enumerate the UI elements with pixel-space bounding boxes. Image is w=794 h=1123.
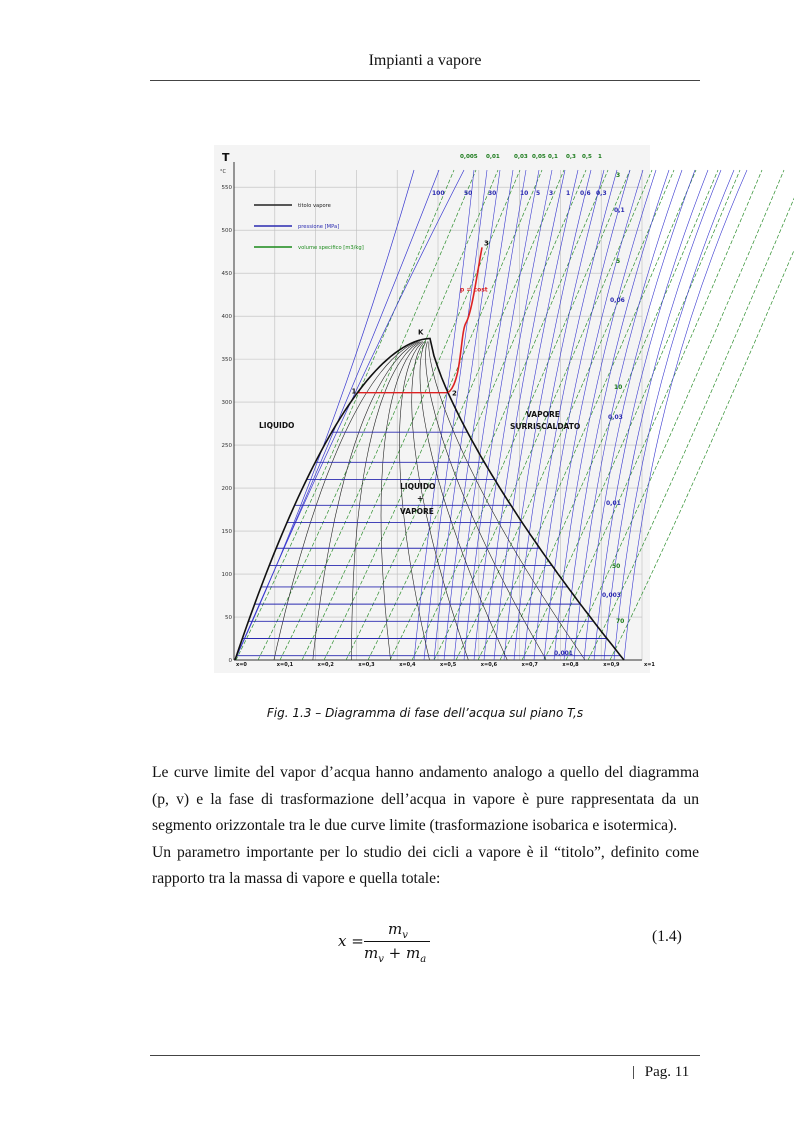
chart-background <box>214 145 650 673</box>
cycle-point-label: 2 <box>452 389 457 398</box>
quality-label: x=0,5 <box>440 662 457 668</box>
right-edge-label: 0,001 <box>554 650 573 657</box>
figure-caption: Fig. 1.3 – Diagramma di fase dell’acqua sul piano T,s <box>266 706 584 720</box>
fraction-bar <box>364 941 430 942</box>
ts-phase-diagram <box>214 145 655 673</box>
right-edge-label: 10 <box>614 384 623 391</box>
legend-label: volume specifico [m3/kg] <box>298 245 364 251</box>
right-edge-label: 3 <box>616 172 621 179</box>
right-edge-label: 5 <box>616 258 621 265</box>
quality-label: x=0 <box>236 662 247 668</box>
body-text <box>152 760 699 893</box>
formula-numerator: $m_v$ <box>388 920 408 941</box>
quality-label: x=0,8 <box>562 662 579 668</box>
y-tick-label: 300 <box>221 400 232 407</box>
region-label-mixture: VAPORE <box>400 507 434 516</box>
formula-denominator: $m_v + m_a$ <box>364 944 427 965</box>
y-tick-label: 150 <box>221 529 232 536</box>
paragraph: Le curve limite del vapor d’acqua hanno andamento analogo a quello del diagramma (p, v) e la fase di trasformazione dell’acqua in vapore è pure rappresentata da un segmento orizzontale tra le due curve limite (trasformazione isobarica e isotermica). <box>152 764 699 835</box>
paragraph: Un parametro importante per lo studio dei cicli a vapore è il “titolo”, definito come rapporto tra la massa di vapore e quella totale: <box>152 843 699 888</box>
right-edge-label: 0,03 <box>608 414 623 421</box>
quality-label: x=0,4 <box>399 662 416 668</box>
pressure-label: 3 <box>549 190 554 197</box>
y-tick-label: 350 <box>221 357 232 364</box>
right-edge-label: 0,003 <box>602 592 621 599</box>
formula-titolo <box>330 920 450 970</box>
quality-label: x=0,6 <box>480 662 498 668</box>
y-tick-label: 50 <box>225 615 232 622</box>
y-tick-label: 500 <box>221 228 232 235</box>
volume-label: 0,03 <box>514 154 528 160</box>
right-edge-label: 50 <box>612 563 621 570</box>
cycle-point-label: 3 <box>484 239 489 248</box>
pressure-label: 1 <box>566 190 571 197</box>
pressure-label: 0,6 <box>580 190 591 197</box>
y-axis-label: T <box>222 151 230 164</box>
y-tick-label: 250 <box>221 443 232 450</box>
y-tick-label: 100 <box>221 572 232 579</box>
volume-label: 0,5 <box>582 154 592 160</box>
critical-point-label: K <box>418 328 424 337</box>
volume-label: 0,05 <box>532 154 546 160</box>
pressure-label: 30 <box>488 190 497 197</box>
header-rule <box>150 80 700 81</box>
pressure-label: 5 <box>536 190 541 197</box>
region-label-superheated: VAPORE <box>526 410 560 419</box>
pressure-label: 0,3 <box>596 190 607 197</box>
legend-label: pressione [MPa] <box>298 224 340 230</box>
quality-label: x=0,2 <box>317 662 334 668</box>
region-label-mixture: LIQUIDO <box>400 482 436 491</box>
region-label-liquid: LIQUIDO <box>259 421 295 430</box>
region-label-mixture-plus: + <box>417 494 424 503</box>
page-footer <box>632 1064 689 1081</box>
y-tick-label: 200 <box>221 486 232 493</box>
right-edge-label: 0,01 <box>606 500 621 507</box>
chart-svg <box>214 145 655 673</box>
formula-lhs: x = <box>338 932 364 950</box>
footer-separator: | <box>632 1064 636 1080</box>
footer-rule <box>150 1055 700 1056</box>
right-edge-label: 70 <box>616 618 625 625</box>
y-tick-label: 450 <box>221 271 232 278</box>
running-header: Impianti a vapore <box>368 52 482 69</box>
volume-label: 1 <box>598 154 602 160</box>
quality-label: x=0,9 <box>603 662 620 668</box>
pressure-label: 50 <box>464 190 473 197</box>
cycle-point-label: 1 <box>351 387 357 396</box>
pressure-label: 100 <box>432 190 445 197</box>
y-axis-unit: °C <box>220 169 226 175</box>
volume-label: 0,1 <box>548 154 558 160</box>
quality-label: x=0,7 <box>521 662 538 668</box>
quality-label: x=0,3 <box>358 662 375 668</box>
equation-number: (1.4) <box>652 928 682 945</box>
region-label-superheated: SURRISCALDATO <box>510 422 581 431</box>
legend-label: titolo vapore <box>298 203 331 209</box>
y-tick-label: 400 <box>221 314 232 321</box>
volume-label: 0,3 <box>566 154 576 160</box>
quality-label: x=0,1 <box>276 662 294 668</box>
right-edge-label: 0,06 <box>610 297 625 304</box>
page-number: Pag. 11 <box>644 1064 690 1080</box>
right-edge-label: 0,1 <box>614 207 625 214</box>
y-tick-label: 0 <box>228 658 232 664</box>
y-tick-label: 550 <box>221 185 232 192</box>
quality-label: x=1 <box>644 662 655 668</box>
pressure-label: 10 <box>520 190 529 197</box>
volume-label: 0,01 <box>486 154 500 160</box>
volume-label: 0,005 <box>460 154 478 160</box>
cycle-annotation: p = cost <box>460 286 488 294</box>
